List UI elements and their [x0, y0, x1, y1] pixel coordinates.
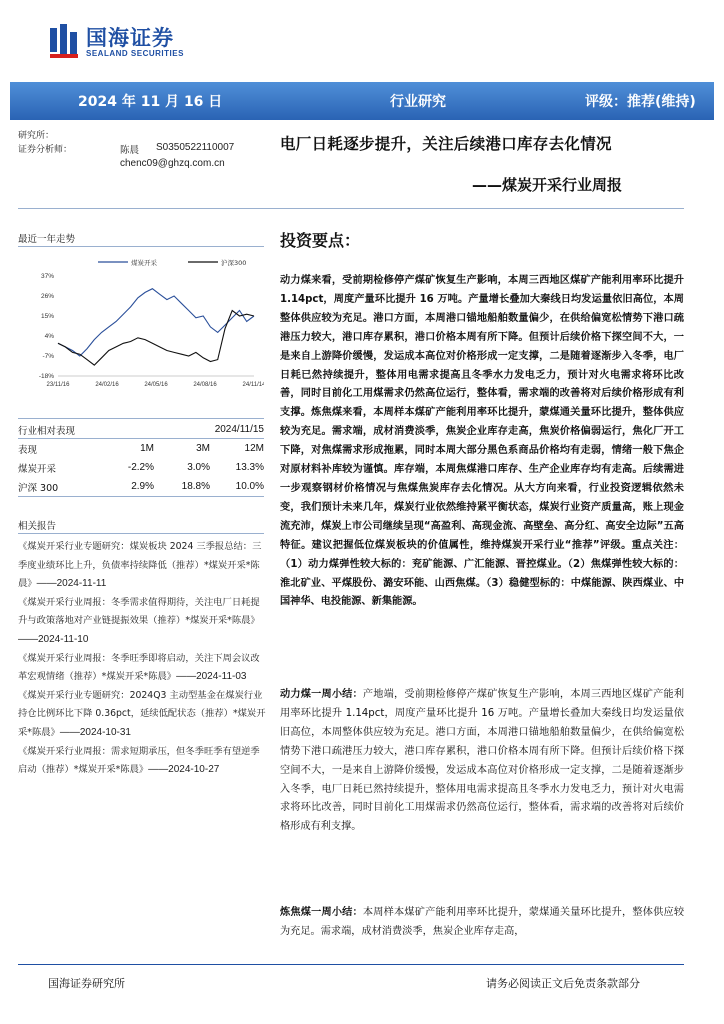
- perf-rule-top: [18, 418, 264, 419]
- report-rating: 评级：推荐(维持): [585, 94, 696, 110]
- y-tick-label: 4%: [44, 333, 54, 340]
- reports-section-title: 相关报告: [18, 521, 57, 532]
- x-tick-label: 23/11/16: [46, 382, 70, 388]
- table-row: [18, 458, 264, 477]
- weekly-summary-text: 产地端，受前期检修停产煤矿恢复生产影响，本周三西地区煤矿产能利用率环比提升 1.14pct，周度产量环比提升 16 万吨。产量增长叠加大秦线日均发运量依旧高位，本周整体供应较为充足。港口方面，本周港口锚地船舶数量偏少，在供给偏宽松情势下港口疏港压力较大，港口库存累积，港口价格本周有所下降。但预计后续价格下探空间不大，一是来自上游降价缓慢，发运成本高位对价格形成一定支撑，二是随着逐渐步入冬季，电厂日耗已然持续提升，整体用电需求提高且冬季水力发电乏力，预计对火电需求将环比改善，同时目前化工用煤需求仍然高位运行，整体看，需求端的改善将对后续价格形成有利支撑。: [280, 689, 685, 833]
- trend-rule: [18, 246, 264, 247]
- key-points-title: 投资要点：: [280, 231, 361, 250]
- x-tick-label: 24/08/16: [193, 382, 217, 388]
- report-item-text: 《煤炭开采行业周报：需求短期承压，但冬季旺季有望逆季启动（推荐）*煤炭开采*陈晨》: [18, 745, 260, 776]
- report-item-text: 《煤炭开采行业周报：冬季需求值得期待，关注电厂日耗提升与政策落地对产业链提振效果（推荐）*煤炭开采*陈晨》: [18, 596, 260, 627]
- reports-rule: [18, 533, 264, 534]
- perf-header: 1M: [140, 443, 154, 454]
- y-tick-label: -18%: [38, 373, 54, 380]
- footer-rule: [18, 964, 684, 965]
- analyst-info: [18, 128, 264, 228]
- weekly-summary-label: 动力煤一周小结：: [280, 689, 363, 700]
- legend-label: 沪深300: [221, 259, 247, 267]
- trend-chart-svg: [18, 248, 264, 398]
- trend-section-title: 最近一年走势: [18, 234, 76, 245]
- coking-summary-label: 炼焦煤一周小结：: [280, 907, 363, 918]
- perf-rule-bottom: [18, 496, 264, 497]
- perf-header: 表现: [18, 444, 38, 456]
- perf-cell: 18.8%: [181, 481, 210, 492]
- coking-summary-paragraph: [280, 904, 684, 942]
- analyst-name: 陈晨: [120, 145, 140, 156]
- series-line: [58, 289, 254, 356]
- footer-disclaimer: 请务必阅读正文后免责条款部分: [486, 977, 640, 990]
- list-item[interactable]: [18, 687, 266, 743]
- header-divider: [18, 208, 684, 209]
- report-date: 2024 年 11 月 16 日: [78, 94, 223, 110]
- report-item-date: ——2024-10-27: [148, 764, 220, 776]
- perf-header: 3M: [196, 443, 210, 454]
- coking-summary-text: 本周样本煤矿产能利用率环比提升，蒙煤通关量环比提升，整体供应较为充足。需求端，成材消费淡季，焦炭企业库存走高，: [280, 907, 685, 937]
- x-tick-label: 24/05/16: [144, 382, 168, 388]
- logo-name-cn: 国海证券: [86, 25, 174, 50]
- y-tick-label: -7%: [42, 353, 54, 360]
- report-title: 电厂日耗逐步提升，关注后续港口库存去化情况: [280, 135, 612, 153]
- report-item-date: ——2024-11-11: [36, 578, 107, 590]
- perf-date: 2024/11/15: [214, 424, 264, 435]
- report-item-date: ——2024-11-10: [18, 633, 89, 645]
- list-item[interactable]: [18, 538, 266, 594]
- report-item-text: 《煤炭开采行业专题研究：2024Q3 主动型基金在煤炭行业持仓比例环比下降 0.36pct，延续低配状态（推荐）*煤炭开采*陈晨》: [18, 689, 266, 738]
- perf-cell: -2.2%: [127, 462, 154, 473]
- y-tick-label: 37%: [40, 273, 54, 280]
- footer-left: 国海证券研究所: [48, 977, 125, 990]
- analyst-email[interactable]: chenc09@ghzq.com.cn: [120, 158, 225, 169]
- list-item[interactable]: [18, 650, 266, 687]
- logo-icon: [50, 24, 80, 60]
- reports-list: [18, 538, 266, 780]
- logo-name-en: SEALAND SECURITIES: [86, 48, 184, 58]
- perf-cell: 13.3%: [235, 462, 264, 473]
- analyst-label: 证券分析师：: [18, 145, 73, 155]
- x-tick-label: 24/11/14: [242, 382, 264, 388]
- y-tick-label: 15%: [40, 313, 54, 320]
- perf-section-title: 行业相对表现: [18, 425, 76, 437]
- perf-cell: 煤炭开采: [18, 463, 57, 475]
- analyst-cert: S0350522110007: [156, 142, 235, 153]
- perf-header: 12M: [244, 443, 264, 454]
- perf-cell: 沪深 300: [18, 482, 59, 494]
- report-item-date: ——2024-11-03: [176, 671, 247, 683]
- legend-label: 煤炭开采: [131, 259, 157, 267]
- research-label: 研究所：: [18, 131, 55, 141]
- perf-cell: 10.0%: [235, 481, 264, 492]
- report-category: 行业研究: [390, 94, 446, 110]
- list-item[interactable]: [18, 594, 266, 650]
- series-line: [58, 311, 254, 366]
- performance-table: [18, 420, 264, 496]
- perf-header-row: [18, 439, 264, 458]
- trend-chart: [18, 248, 264, 398]
- weekly-summary-paragraph: [280, 686, 684, 837]
- perf-cell: 3.0%: [187, 462, 210, 473]
- report-item-text: 《煤炭开采行业周报：冬季旺季即将启动，关注下周会议改革宏观情绪（推荐）*煤炭开采*陈晨》: [18, 652, 260, 683]
- key-points-paragraph: 动力煤来看，受前期检修停产煤矿恢复生产影响，本周三西地区煤矿产能利用率环比提升 1.14pct，周度产量环比提升 16 万吨。产量增长叠加大秦线日均发运量依旧高位，本周整体供应较为充足。港口方面，本周港口锚地船舶数量偏少，在供给偏宽松情势下港口疏港压力较大，港口库存累积，港口价格本周有所下降。但预计后续价格下探空间不大，一是来自上游降价缓慢，发运成本高位对价格形成一定支撑，二是随着逐渐步入冬季，电厂日耗已然持续提升，整体用电需求提高且冬季水力发电乏力，预计对火电需求将环比改善，同时目前化工用煤需求仍然高位运行，整体看，需求端的改善将对后续价格形成有利支撑。炼焦煤来看，本周样本煤矿产能利用率环比提升，蒙煤通关量环比提升，整体供应较为充足。需求端，成材消费淡季，焦炭企业库存走高，焦炭价格偏弱运行，焦化厂开工下降，对焦煤需求形成拖累，同时本周大部分黑色系商品价格均有走弱，情绪一般下焦企对原材料补库较为谨慎。库存端，本周焦煤港口库存、生产企业库存均有走高。后续需进一步观察钢材价格情况与焦煤焦炭库存去化情况。从大方向来看，行业投资逻辑依然未变，我们预计未来几年，煤炭行业依然维持紧平衡状态，煤炭行业资产质量高，账上现金流充沛，煤炭上市公司继续呈现“高盈利、高现金流、高壁垒、高分红、高安全边际”五高特征。建议把握低位煤炭板块的价值属性，维持煤炭开采行业“推荐”评级。重点关注：（1）动力煤弹性较大标的：兖矿能源、广汇能源、晋控煤业。（2）焦煤弹性较大标的：淮北矿业、平煤股份、潞安环能、山西焦煤。（3）稳健型标的：中煤能源、陕西煤业、中国神华、电投能源、新集能源。: [280, 275, 684, 608]
- x-tick-label: 24/02/16: [95, 382, 119, 388]
- report-subtitle: ——煤炭开采行业周报: [472, 176, 623, 194]
- report-item-text: 《煤炭开采行业专题研究：煤炭板块 2024 三季报总结：三季度业绩环比上升，负债率持续降低（推荐）*煤炭开采*陈晨》: [18, 541, 262, 590]
- table-row: [18, 477, 264, 496]
- perf-rule-mid: [18, 438, 264, 439]
- list-item[interactable]: [18, 743, 266, 780]
- company-logo: [50, 24, 184, 60]
- perf-cell: 2.9%: [131, 481, 154, 492]
- header-band: [10, 82, 714, 120]
- y-tick-label: 26%: [40, 293, 54, 300]
- report-item-date: ——2024-10-31: [59, 726, 131, 738]
